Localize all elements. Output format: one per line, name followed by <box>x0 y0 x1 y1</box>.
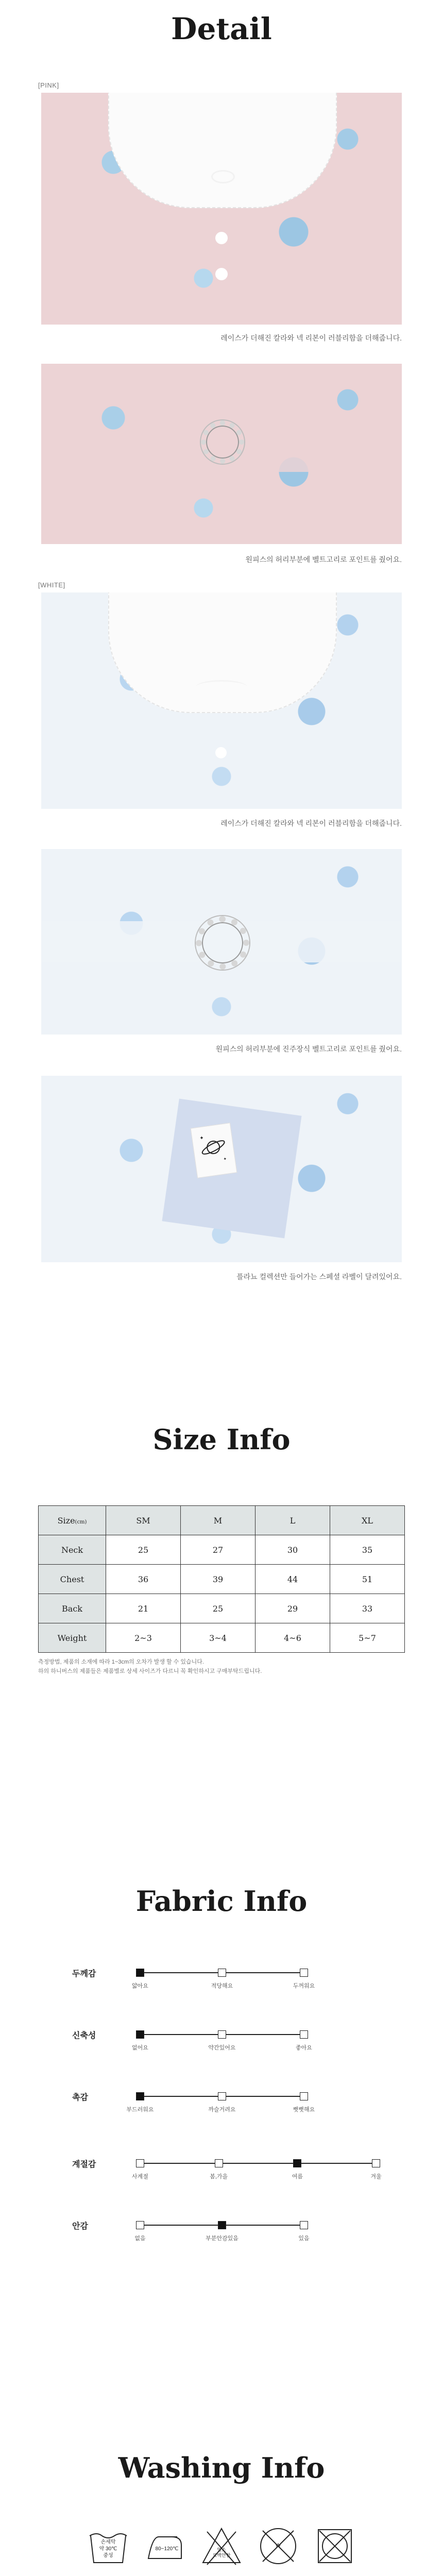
size-table-header <box>39 1506 405 1535</box>
fabric-info-title: Fabric Info <box>135 1885 308 1918</box>
pink-belt-photo <box>41 364 402 544</box>
fabric-row-label: 신축성 <box>72 2031 96 2040</box>
fabric-option-label: 사계절 <box>132 2174 148 2180</box>
white-color-tag: [WHITE] <box>38 581 65 589</box>
table-cell: 5~7 <box>330 1623 405 1653</box>
table-cell: 29 <box>255 1594 330 1623</box>
size-note: 측정방법, 제품의 소재에 따라 1~3cm의 오차가 발생 할 수 있습니다. <box>38 1659 204 1665</box>
fabric-option-box <box>300 2221 308 2229</box>
row-label: Back <box>39 1594 106 1623</box>
table-cell: 35 <box>330 1535 405 1565</box>
fabric-option-label: 까슬거려요 <box>208 2107 236 2113</box>
photo-caption: 플라뇨 컬렉션만 들어가는 스페셜 라벨이 달려있어요. <box>236 1273 402 1281</box>
table-cell: 2~3 <box>106 1623 181 1653</box>
fabric-option-selected-box <box>136 2092 144 2100</box>
white-belt-photo <box>41 849 402 1035</box>
fabric-option-label: 두꺼워요 <box>293 1983 315 1989</box>
size-column-m: M <box>181 1506 255 1535</box>
pink-collar-photo <box>41 93 402 325</box>
fabric-option-label: 없어요 <box>132 2045 148 2051</box>
pink-color-tag: [PINK] <box>38 81 59 89</box>
fabric-option-box <box>215 2159 223 2167</box>
bleach-text: 염소 <box>217 2547 226 2552</box>
planet-logo-icon <box>191 1123 237 1178</box>
size-header-cell: Size(cm) <box>39 1506 106 1535</box>
svg-text:✦: ✦ <box>223 1156 227 1162</box>
pearl-belt-ring <box>196 916 249 970</box>
size-info-title: Size Info <box>152 1423 291 1456</box>
fabric-row-label: 안감 <box>72 2222 88 2231</box>
fabric-option-box <box>218 2092 226 2100</box>
fabric-option-box <box>300 2092 308 2100</box>
row-label: Weight <box>39 1623 106 1653</box>
label-photo <box>41 1076 402 1262</box>
wash-text: 약 30℃ <box>99 2546 117 2552</box>
button <box>215 232 228 244</box>
svg-text:✦: ✦ <box>199 1135 205 1142</box>
fabric-option-box <box>300 2030 308 2039</box>
size-note: 하의 하니버스의 제품들은 제품별로 상세 사이즈가 다르니 꼭 확인하시고 구매부탁드립니다. <box>38 1668 262 1674</box>
row-label: Neck <box>39 1535 106 1565</box>
fabric-scale-track <box>140 2163 376 2164</box>
fabric-option-label: 약간있어요 <box>208 2045 236 2051</box>
fabric-option-box <box>218 2030 226 2039</box>
table-row <box>39 1594 405 1623</box>
table-row <box>39 1623 405 1653</box>
table-cell: 33 <box>330 1594 405 1623</box>
button <box>215 268 228 280</box>
fabric-option-selected-box <box>293 2159 301 2167</box>
neck-ribbon <box>196 680 247 694</box>
fabric-option-label: 여름 <box>292 2174 303 2180</box>
fabric-option-box <box>300 1969 308 1977</box>
detail-title: Detail <box>171 11 272 46</box>
button <box>215 747 227 758</box>
white-collar <box>108 592 337 713</box>
neck-ribbon <box>211 170 235 183</box>
table-cell: 21 <box>106 1594 181 1623</box>
table-cell: 27 <box>181 1535 255 1565</box>
table-cell: 51 <box>330 1565 405 1594</box>
fabric-option-label: 겨울 <box>370 2174 382 2180</box>
white-collar <box>108 93 337 208</box>
table-cell: 39 <box>181 1565 255 1594</box>
table-cell: 25 <box>106 1535 181 1565</box>
fabric-option-box <box>372 2159 380 2167</box>
size-column-sm: SM <box>106 1506 181 1535</box>
fabric-option-label: 얇아요 <box>132 1983 148 1989</box>
table-cell: 44 <box>255 1565 330 1594</box>
fabric-option-selected-box <box>218 2221 226 2229</box>
fabric-option-label: 없음 <box>134 2235 146 2242</box>
row-label: Chest <box>39 1565 106 1594</box>
wash-text: 손세탁 <box>100 2539 116 2545</box>
fabric-row-label: 계절감 <box>72 2160 96 2169</box>
white-collar-photo <box>41 592 402 809</box>
size-column-l: L <box>255 1506 330 1535</box>
table-row <box>39 1565 405 1594</box>
dryclean-text: W <box>275 2543 281 2549</box>
fabric-option-selected-box <box>136 2030 144 2039</box>
fabric-row-label: 촉감 <box>72 2093 88 2102</box>
size-column-xl: XL <box>330 1506 405 1535</box>
iron-temp-text: 80~120℃ <box>155 2546 179 2552</box>
fabric-row-label: 두께감 <box>72 1970 96 1978</box>
fabric-option-label: 부드러워요 <box>126 2107 154 2113</box>
table-row <box>39 1535 405 1565</box>
fabric-option-label: 적당해요 <box>211 1983 233 1989</box>
photo-caption: 레이스가 더해진 칼라와 넥 리본이 러블리함을 더해줍니다. <box>220 334 402 342</box>
no-bleach-icon <box>200 2524 243 2568</box>
fabric-option-box <box>136 2159 144 2167</box>
fabric-option-label: 있음 <box>298 2235 310 2242</box>
hand-wash-icon <box>87 2524 130 2568</box>
table-cell: 4~6 <box>255 1623 330 1653</box>
bleach-text: 표백안함 <box>212 2553 231 2558</box>
washing-info-title: Washing Info <box>118 2451 325 2484</box>
size-table <box>38 1505 405 1653</box>
fabric-option-label: 좋아요 <box>296 2045 312 2051</box>
table-cell: 25 <box>181 1594 255 1623</box>
fabric-option-box <box>218 1969 226 1977</box>
wash-text: 중성 <box>103 2553 113 2558</box>
photo-caption: 레이스가 더해진 칼라와 넥 리본이 러블리함을 더해줍니다. <box>220 819 402 827</box>
belt-ring <box>201 420 244 464</box>
table-cell: 30 <box>255 1535 330 1565</box>
photo-caption: 원피스의 허리부분에 벨트고리로 포인트를 줬어요. <box>245 555 402 564</box>
photo-caption: 원피스의 허리부분에 진주장식 벨트고리로 포인트를 줬어요. <box>215 1045 402 1053</box>
table-cell: 3~4 <box>181 1623 255 1653</box>
no-dryclean-icon <box>257 2524 300 2568</box>
fabric-option-selected-box <box>136 1969 144 1977</box>
fabric-option-label: 부분안감있음 <box>206 2235 238 2242</box>
special-label <box>191 1123 237 1178</box>
no-tumble-dry-icon <box>313 2524 356 2568</box>
table-cell: 36 <box>106 1565 181 1594</box>
fabric-option-label: 봄,가을 <box>210 2174 228 2180</box>
fabric-option-label: 뻣뻣해요 <box>293 2107 315 2113</box>
fabric-option-box <box>136 2221 144 2229</box>
iron-icon <box>143 2524 186 2568</box>
